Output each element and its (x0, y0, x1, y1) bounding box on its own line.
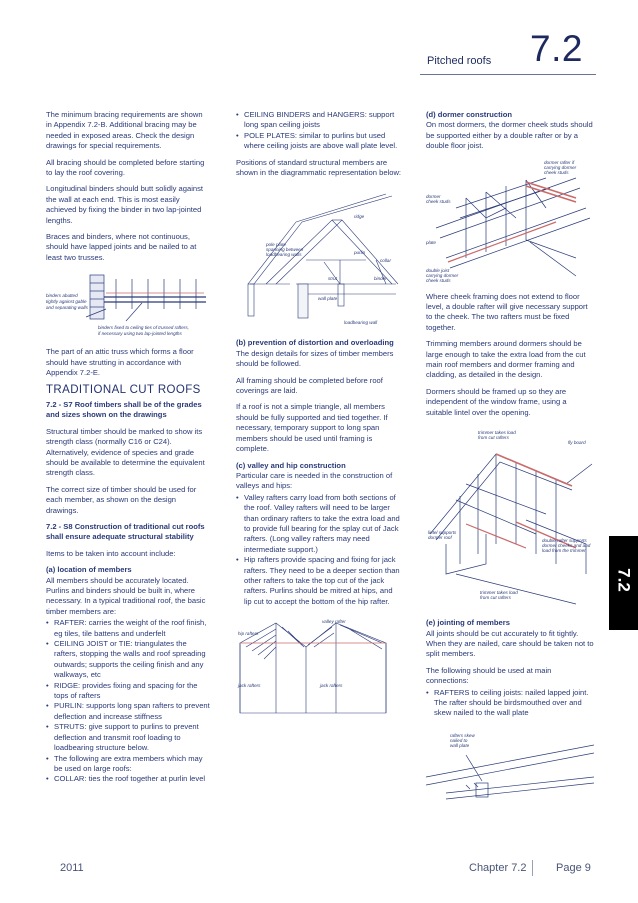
subheading: (a) location of members (46, 565, 132, 575)
jack-rafters-label-2: jack rafters (320, 683, 343, 689)
valley-rafter-label: valley rafter (322, 619, 346, 625)
paragraph: Structural timber should be marked to show its strength class (normally C16 or C24). Alternatively, evidence of species and grade should be available to determine the equivalent strength class. (46, 426, 205, 478)
standard-heading: 7.2 - S7 Roof timbers shall be of the grades and sizes shown on the drawings (46, 399, 202, 420)
dormer-cheek-studs-label: dormer cheek studs (426, 193, 451, 204)
footer-year: 2011 (60, 862, 84, 874)
strut-label: strut (328, 276, 337, 282)
list-item: • RAFTER: carries the weight of the roof finish, eg tiles, tile battens and underfelt (46, 618, 210, 639)
footer-page: Page 9 (556, 862, 591, 874)
trimmer-label-1: trimmer takes load from cut rafters (478, 430, 516, 441)
paragraph: All joints should be cut accurately to fit tightly. When they are nailed, care should be taken not to split members. (426, 628, 594, 659)
trimmer-figure (426, 424, 594, 614)
paragraph: All members should be accurately located. Purlins and binders should be built in, where necessary. In a typical traditional roof, the basic timber members are: (46, 575, 206, 616)
double-joist-label: double joist carrying dormer cheek studs (426, 267, 459, 283)
column-1 (46, 110, 210, 791)
loadbearing-wall-label: loadbearing wall (344, 320, 378, 326)
plate-label: plate (426, 239, 436, 245)
paragraph: All bracing should be completed before starting to lay the roof covering. (46, 157, 205, 178)
list-item: • Valley rafters carry load from both sections of the roof. Valley rafters will need to be larger than ordinary rafters to take the extra load and to provide full bearing for the splay cut of Jack rafters. (Long valley rafters may need intermediate support.) (236, 493, 402, 555)
standard-heading: 7.2 - S8 Construction of traditional cut roofs shall ensure adequate structural stability (46, 521, 205, 542)
binder-label: binder (374, 276, 387, 282)
valley-hip-list (236, 493, 402, 607)
paragraph: Where cheek framing does not extend to floor level, a double rafter will give necessary support to the cheek. The two rafters must be fixed together. (426, 291, 588, 332)
paragraph: Longitudinal binders should butt solidly against the wall at each end. This is most easily achieved by fixing the binder in two lap-jointed lengths. (46, 184, 204, 225)
header-rule (420, 74, 596, 75)
list-item: • Hip rafters provide spacing and fixing for jack rafters. They need to be a deeper section than other rafters to take the top cut of the jack rafters. Purlins should be mitred at hips, and lip cut to accept the bottom of the hip rafter. (236, 555, 402, 607)
hip-rafters-label: hip rafters (238, 631, 259, 637)
subheading: (d) dormer construction (426, 110, 513, 119)
list-item: • RIDGE: provides fixing and spacing for the tops of rafters (46, 681, 210, 702)
lintel-label: lintel supports dormer roof (428, 530, 457, 541)
header-title: Pitched roofs (427, 55, 492, 67)
member-list (46, 618, 210, 785)
roof-members-figure (236, 184, 402, 334)
connection-list (426, 688, 594, 719)
paragraph: All framing should be completed before roof coverings are laid. (236, 375, 383, 396)
paragraph: Particular care is needed in the construction of valleys and hips: (236, 470, 393, 491)
ridge-label: ridge (354, 214, 365, 220)
paragraph: The minimum bracing requirements are shown in Appendix 7.2-B. Additional bracing may be needed in exposed areas. Check the design drawings for special requirements. (46, 110, 203, 151)
list-item: • COLLAR: ties the roof together at purlin level (46, 774, 210, 784)
list-item: • The following are extra members which may be used on large roofs: (46, 754, 210, 775)
collar-label: collar (380, 258, 391, 264)
wall-plate-label: wall plate (318, 296, 338, 302)
column-2 (236, 110, 402, 727)
member-list (236, 110, 402, 152)
trimmer-label-2: trimmer takes load from cut rafters (480, 590, 518, 601)
dormer-rafter-label: dormer rafter if carrying dormer cheek studs (544, 159, 577, 175)
paragraph: Dormers should be framed up so they are independent of the window frame, using a suitable lintel over the opening. (426, 386, 567, 417)
binders-label: binders abutted tightly against gable and separating walls (46, 293, 88, 311)
paragraph: On most dormers, the dormer cheek studs should be supported either by a double rafter or by a double floor joist. (426, 120, 593, 151)
list-item: • CEILING BINDERS and HANGERS: support long span ceiling joists (236, 110, 402, 131)
paragraph: Trimming members around dormers should be large enough to take the extra load from the cut main roof members and dormer framing and cladding, as detailed in the design. (426, 339, 586, 380)
purlin-label: purlin (354, 250, 366, 256)
header-chapter-number: 7.2 (530, 28, 583, 69)
rafter-joint-figure (426, 725, 594, 805)
paragraph: The following should be used at main connections: (426, 665, 552, 686)
section-heading: TRADITIONAL CUT ROOFS (46, 383, 201, 396)
paragraph: Positions of standard structural members are shown in the diagrammatic representation below: (236, 157, 402, 178)
list-item: • STRUTS: give support to purlins to prevent deflection and transmit roof loading to loadbearing structure below. (46, 722, 210, 753)
list-item: • POLE PLATES: similar to purlins but used where ceiling joists are above wall plate level. (236, 131, 402, 152)
paragraph: The design details for sizes of timber members should be followed. (236, 348, 394, 369)
list-item: • CEILING JOIST or TIE: triangulates the rafters, stopping the walls and roof spreading outwards; supports the ceiling finish and any walkways, etc (46, 639, 210, 681)
fly-board-label: fly board (568, 440, 586, 446)
chapter-side-tab (609, 536, 638, 630)
hip-valley-figure (236, 613, 402, 723)
pole-plate-label: pole plate spanning between loadbearing walls (266, 242, 304, 258)
rafter-skew-label: rafters skew nailed to wall plate (450, 732, 475, 748)
binders-fixing-label: binders fixed to ceiling ties of trussed rafters, if necessary using two lap-jointed lengths (98, 325, 189, 337)
paragraph: Braces and binders, where not continuous, should have lapped joints and be nailed to at least two trusses. (46, 232, 197, 262)
binders-figure (46, 269, 210, 343)
subheading: (e) jointing of members (426, 618, 510, 628)
jack-rafters-label-1: jack rafters (238, 683, 261, 689)
paragraph: Items to be taken into account include: (46, 548, 176, 558)
side-tab-label: 7.2 (614, 568, 634, 592)
footer-chapter: Chapter 7.2 (469, 862, 527, 874)
dormer-figure (426, 158, 594, 288)
double-rafter-label: double rafter supports dormer cheeks and and load from the trimmer (542, 538, 591, 554)
subheading: (b) prevention of distortion and overloading (236, 338, 394, 348)
paragraph: The part of an attic truss which forms a floor should have strutting in accordance with Appendix 7.2-E. (46, 347, 194, 378)
footer-divider (532, 860, 533, 876)
subheading: (c) valley and hip construction (236, 460, 346, 470)
list-item: • PURLIN: supports long span rafters to prevent deflection and increase stiffness (46, 701, 210, 722)
column-3 (426, 110, 594, 809)
paragraph: If a roof is not a simple triangle, all members should be fully supported and tied together. If necessary, temporary support to long span members should be used until framing is complete. (236, 402, 388, 454)
list-item: • RAFTERS to ceiling joists: nailed lapped joint. The rafter should be birdsmouthed over and skew nailed to the wall plate (426, 688, 594, 719)
paragraph: The correct size of timber should be used for each member, as shown on the design drawings. (46, 484, 197, 515)
